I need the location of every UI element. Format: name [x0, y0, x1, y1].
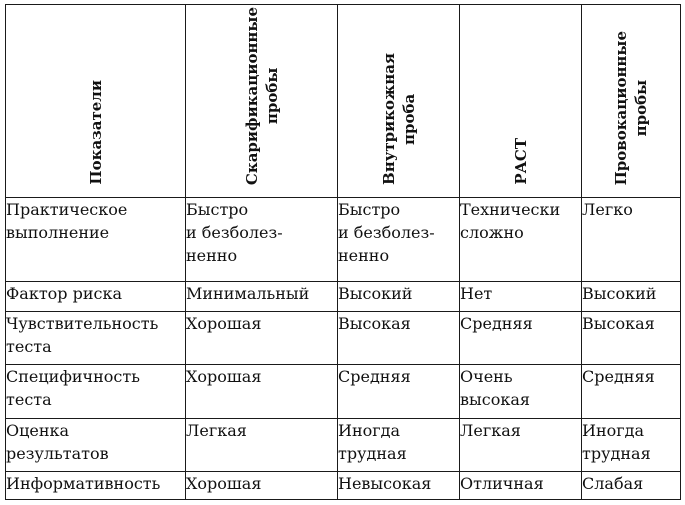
table-cell: Иногда трудная — [338, 419, 460, 472]
table-cell: Технически сложно — [460, 198, 582, 282]
table-cell: Быстро и безболез- ненно — [338, 198, 460, 282]
table-cell: Средняя — [460, 312, 582, 365]
table-cell: Хорошая — [186, 312, 338, 365]
table-cell: Быстро и безболез- ненно — [186, 198, 338, 282]
row-label: Информативность — [6, 472, 186, 500]
table-cell: Иногда трудная — [582, 419, 681, 472]
comparison-table — [5, 4, 681, 500]
table-cell: Невысокая — [338, 472, 460, 500]
table-cell: Минимальный — [186, 282, 338, 312]
table-cell: Высокая — [338, 312, 460, 365]
table-cell: Хорошая — [186, 365, 338, 419]
header-indicators-label: Показатели — [86, 80, 105, 185]
table-cell: Легко — [582, 198, 681, 282]
table-row — [6, 282, 681, 312]
row-label: Специфичность теста — [6, 365, 186, 419]
row-label: Фактор риска — [6, 282, 186, 312]
table-row — [6, 365, 681, 419]
header-provocation-tests — [582, 5, 681, 198]
table-cell: Легкая — [186, 419, 338, 472]
header-intradermal-test-label: Внутрикожная проба — [379, 53, 418, 185]
table-cell: Высокий — [582, 282, 681, 312]
table-row — [6, 198, 681, 282]
header-scarification-tests-label: Скарификационные пробы — [242, 6, 281, 185]
table-cell: Очень высокая — [460, 365, 582, 419]
table-cell: Легкая — [460, 419, 582, 472]
table-cell: Слабая — [582, 472, 681, 500]
table-cell: Средняя — [338, 365, 460, 419]
row-label: Практическое выполнение — [6, 198, 186, 282]
table-row — [6, 419, 681, 472]
table-cell: Отличная — [460, 472, 582, 500]
row-label: Оценка результатов — [6, 419, 186, 472]
table-cell: Высокая — [582, 312, 681, 365]
header-provocation-tests-label: Провокационные пробы — [612, 30, 650, 185]
row-label: Чувствительность теста — [6, 312, 186, 365]
header-row — [6, 5, 681, 198]
table-cell: Хорошая — [186, 472, 338, 500]
header-rast-label: РАСТ — [511, 138, 530, 185]
header-rast — [460, 5, 582, 198]
table-row — [6, 472, 681, 500]
table-row — [6, 312, 681, 365]
header-intradermal-test — [338, 5, 460, 198]
table-cell: Нет — [460, 282, 582, 312]
header-indicators — [6, 5, 186, 198]
header-scarification-tests — [186, 5, 338, 198]
table-cell: Средняя — [582, 365, 681, 419]
table-cell: Высокий — [338, 282, 460, 312]
